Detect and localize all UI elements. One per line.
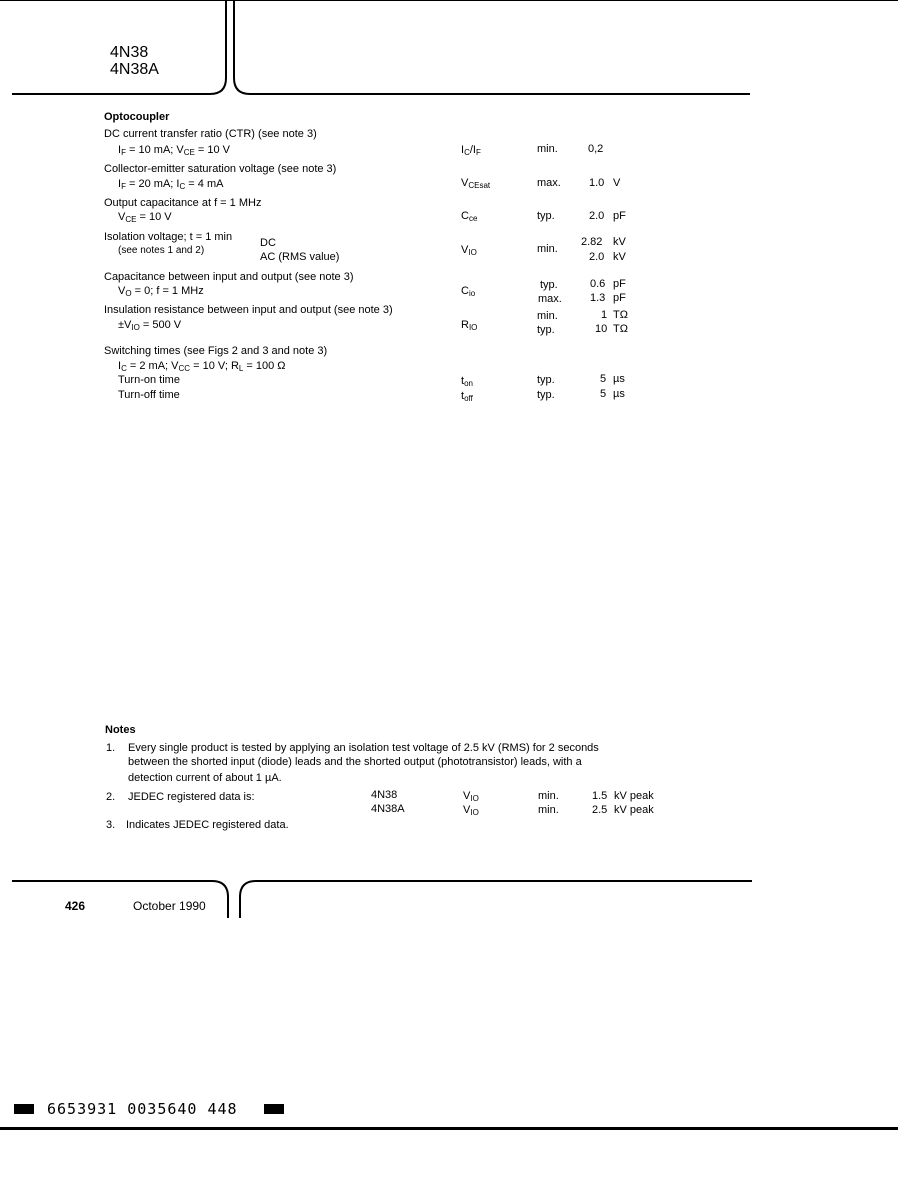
param-value: 2.0: [589, 251, 605, 263]
param-qualifier: min.: [537, 143, 558, 155]
note-unit: kV peak: [614, 804, 654, 816]
param-unit: pF: [613, 210, 626, 222]
param-name: Output capacitance at f = 1 MHz: [104, 197, 262, 209]
note-part: 4N38A: [371, 803, 405, 815]
param-unit: pF: [613, 278, 626, 290]
param-qualifier: typ.: [537, 374, 555, 386]
notes-title: Notes: [105, 724, 136, 736]
note-part: 4N38: [371, 789, 398, 801]
note-number: 2.: [106, 791, 116, 803]
param-value: 2.82: [581, 236, 603, 248]
param-name: Switching times (see Figs 2 and 3 and note 3): [104, 345, 328, 357]
header-rule-graphic: [0, 0, 898, 110]
param-unit: V: [613, 177, 621, 189]
page-number: 426: [65, 899, 86, 913]
param-value: 10: [595, 323, 608, 335]
note-symbol: $V_{IO}$: [463, 790, 479, 803]
param-qualifier: max.: [538, 293, 562, 305]
param-value: 1.0: [589, 177, 605, 189]
param-condition: $\pm V_{IO} = 500$ V: [118, 319, 182, 332]
param-symbol: $I_C/I_F$: [461, 144, 481, 157]
param-dc-label: DC: [260, 237, 276, 249]
param-name: Isolation voltage; t = 1 min: [104, 231, 233, 243]
param-condition: $I_F = 20$ mA; $I_C = 4$ mA: [118, 178, 224, 191]
param-qualifier: typ.: [537, 210, 555, 222]
param-unit: TΩ: [613, 309, 628, 321]
barcode-block-left: [14, 1104, 34, 1114]
barcode-block-right: [264, 1104, 284, 1114]
note-qualifier: min.: [538, 790, 559, 802]
part-number-1: 4N38: [110, 44, 149, 61]
param-unit: kV: [613, 251, 626, 263]
param-symbol: $C_{io}$: [461, 285, 476, 298]
note-value: 1.5: [592, 790, 608, 802]
bottom-border-line: [0, 1127, 898, 1130]
param-turn-on-label: Turn-on time: [118, 374, 180, 386]
part-number-2: 4N38A: [110, 61, 159, 78]
note-value: 2.5: [592, 804, 608, 816]
param-symbol: $R_{IO}$: [461, 319, 478, 332]
param-condition: (see notes 1 and 2): [118, 245, 205, 256]
note-text: between the shorted input (diode) leads and the shorted output (phototransistor) leads, with a: [128, 756, 582, 768]
note-number: 1.: [106, 742, 116, 754]
param-qualifier: min.: [537, 310, 558, 322]
param-value: 5: [600, 388, 607, 400]
note-symbol: $V_{IO}$: [463, 804, 479, 817]
note-text: Indicates JEDEC registered data.: [126, 819, 289, 831]
param-name: Capacitance between input and output (see note 3): [104, 271, 354, 283]
param-value: 0,2: [588, 143, 604, 155]
param-symbol: $t_{off}$: [461, 390, 473, 403]
param-condition: $V_O = 0$; f = 1 MHz: [118, 285, 204, 298]
param-value: 1.3: [590, 292, 606, 304]
param-value: 5: [600, 373, 607, 385]
param-name: Collector-emitter saturation voltage (see note 3): [104, 163, 337, 175]
param-ac-label: AC (RMS value): [260, 251, 340, 263]
note-number: 3.: [106, 819, 116, 831]
barcode-number: 6653931 0035640 448: [47, 1100, 238, 1118]
param-unit: pF: [613, 292, 626, 304]
note-text: JEDEC registered data is:: [128, 791, 255, 803]
param-qualifier: typ.: [537, 324, 555, 336]
param-qualifier: typ.: [540, 279, 558, 291]
note-unit: kV peak: [614, 790, 654, 802]
param-qualifier: min.: [537, 243, 558, 255]
param-qualifier: typ.: [537, 389, 555, 401]
note-text: Every single product is tested by applying an isolation test voltage of 2.5 kV (RMS) for 2 seconds: [128, 742, 599, 754]
footer-date: October 1990: [133, 899, 206, 913]
param-condition: $I_C = 2$ mA; $V_{CC} = 10$ V; $R_L = 100$ Ω: [118, 360, 286, 373]
param-value: 2.0: [589, 210, 605, 222]
note-qualifier: min.: [538, 804, 559, 816]
param-name: DC current transfer ratio (CTR) (see note 3): [104, 128, 317, 140]
param-symbol: $C_{ce}$: [461, 210, 478, 223]
param-unit: µs: [613, 373, 625, 385]
param-qualifier: max.: [537, 177, 561, 189]
param-symbol: $V_{IO}$: [461, 244, 477, 257]
param-symbol: $t_{on}$: [461, 375, 473, 388]
param-unit: TΩ: [613, 323, 628, 335]
param-value: 1: [601, 309, 608, 321]
param-symbol: $V_{CEsat}$: [461, 177, 491, 190]
param-condition: $V_{CE} = 10$ V: [118, 211, 172, 224]
param-unit: µs: [613, 388, 625, 400]
param-value: 0.6: [590, 278, 606, 290]
param-unit: kV: [613, 236, 626, 248]
param-turn-off-label: Turn-off time: [118, 389, 180, 401]
section-title: Optocoupler: [104, 111, 170, 123]
param-name: Insulation resistance between input and output (see note 3): [104, 304, 393, 316]
note-text: detection current of about 1 µA.: [128, 772, 282, 784]
param-condition: $I_F = 10$ mA; $V_{CE} = 10$ V: [118, 144, 231, 157]
